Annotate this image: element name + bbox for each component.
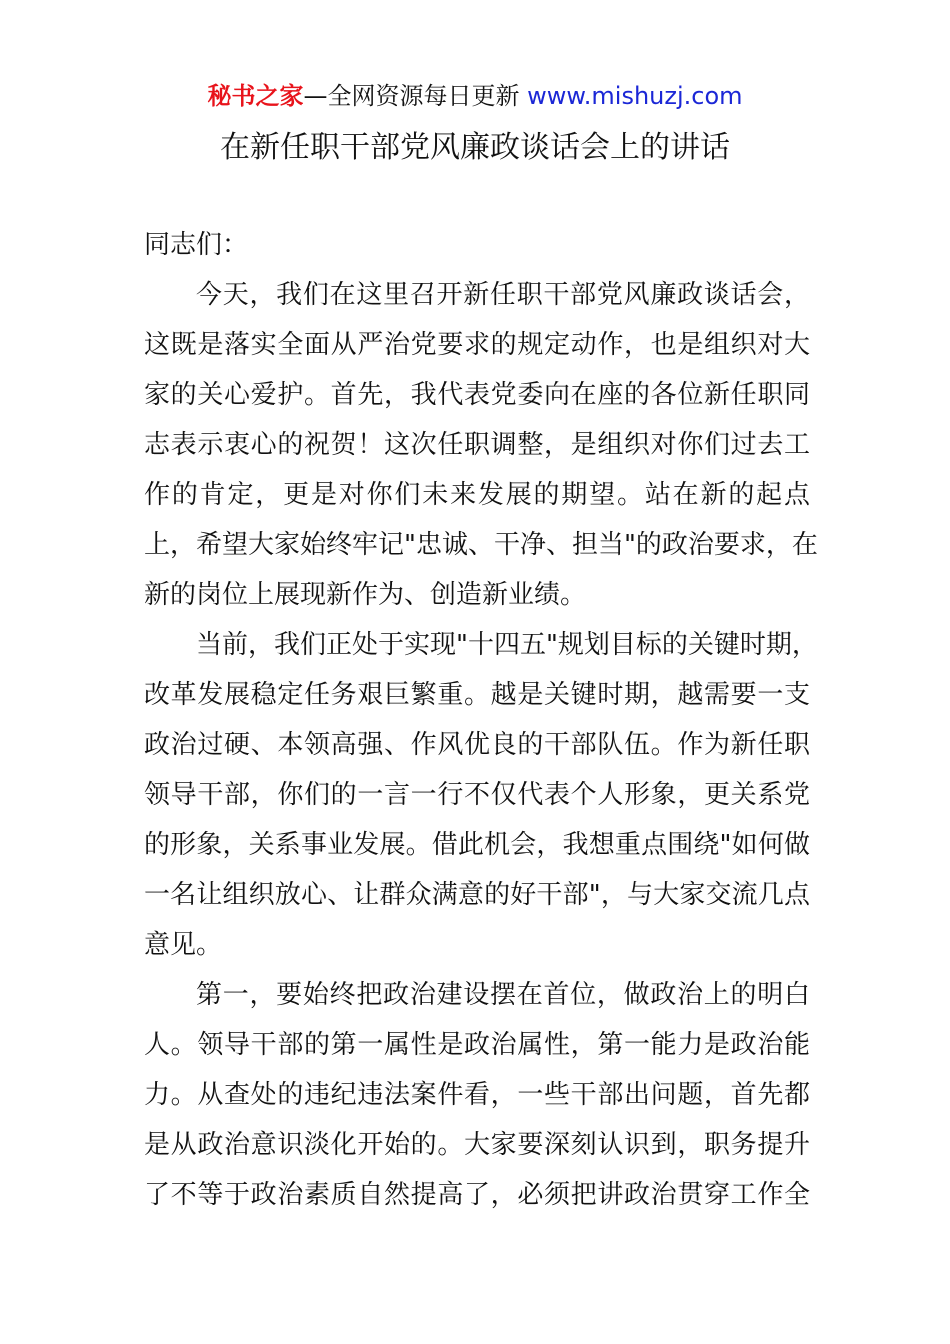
salutation: 同志们： xyxy=(144,230,249,260)
text-line: 意见。 xyxy=(144,930,223,960)
site-url-link[interactable]: www.mishuzj.com xyxy=(527,82,743,110)
text-line: 力。从查处的违纪违法案件看，一些干部出问题，首先都 xyxy=(144,1080,810,1110)
text-line: 第一，要始终把政治建设摆在首位，做政治上的明白 xyxy=(196,980,810,1010)
text-line: 了不等于政治素质自然提高了，必须把讲政治贯穿工作全 xyxy=(144,1180,810,1210)
site-banner xyxy=(0,78,950,114)
paragraph-1 xyxy=(144,270,818,620)
paragraph-3 xyxy=(144,970,810,1220)
text-line: 作的肯定，更是对你们未来发展的期望。站在新的起点 xyxy=(144,480,810,510)
text-line: 今天，我们在这里召开新任职干部党风廉政谈话会， xyxy=(196,280,810,310)
text-line: 当前，我们正处于实现"十四五"规划目标的关键时期， xyxy=(196,630,818,660)
text-line: 志表示衷心的祝贺！这次任职调整，是组织对你们过去工 xyxy=(144,430,810,460)
text-line: 上，希望大家始终牢记"忠诚、干净、担当"的政治要求，在 xyxy=(144,530,818,560)
brand-name: 秘书之家 xyxy=(207,82,304,110)
text-line: 一名让组织放心、让群众满意的好干部"，与大家交流几点 xyxy=(144,880,810,910)
text-line: 人。领导干部的第一属性是政治属性，第一能力是政治能 xyxy=(144,1030,810,1060)
banner-tagline: —全网资源每日更新 xyxy=(303,82,528,110)
document-body xyxy=(144,220,818,1220)
text-line: 改革发展稳定任务艰巨繁重。越是关键时期，越需要一支 xyxy=(144,680,810,710)
text-line: 是从政治意识淡化开始的。大家要深刻认识到，职务提升 xyxy=(144,1130,810,1160)
paragraph-2 xyxy=(144,620,818,970)
text-line: 领导干部，你们的一言一行不仅代表个人形象，更关系党 xyxy=(144,780,810,810)
text-line: 这既是落实全面从严治党要求的规定动作，也是组织对大 xyxy=(144,330,810,360)
text-line: 政治过硬、本领高强、作风优良的干部队伍。作为新任职 xyxy=(144,730,810,760)
text-line: 新的岗位上展现新作为、创造新业绩。 xyxy=(144,580,587,610)
document-title: 在新任职干部党风廉政谈话会上的讲话 xyxy=(220,130,730,165)
text-line: 家的关心爱护。首先，我代表党委向在座的各位新任职同 xyxy=(144,380,810,410)
text-line: 的形象，关系事业发展。借此机会，我想重点围绕"如何做 xyxy=(144,830,810,860)
